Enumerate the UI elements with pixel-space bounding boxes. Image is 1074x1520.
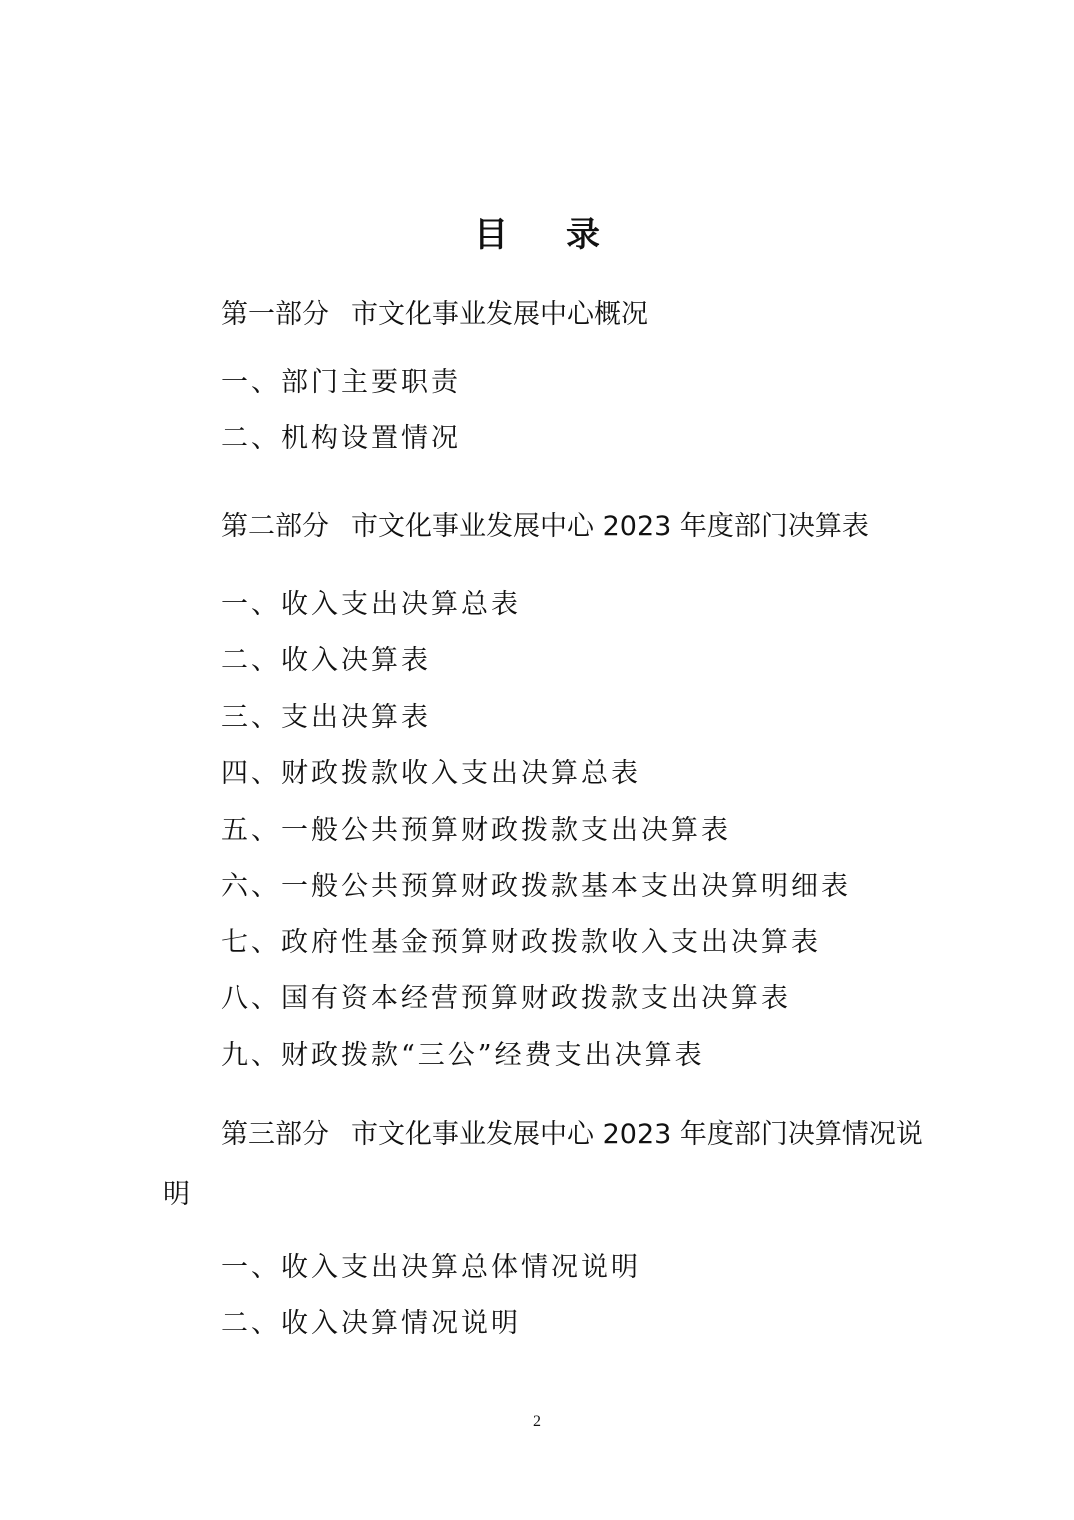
- part2-title: 市文化事业发展中心 2023 年度部门决算表: [351, 511, 869, 542]
- part3-title: 市文化事业发展中心 2023 年度部门决算情况说明: [163, 1119, 923, 1210]
- toc-item: 六、一般公共预算财政拨款基本支出决算明细表: [221, 871, 851, 902]
- part1-label: 第一部分: [221, 299, 329, 330]
- toc-item: 四、财政拨款收入支出决算总表: [221, 758, 641, 789]
- part1-title: 市文化事业发展中心概况: [351, 299, 648, 330]
- part1-heading: [221, 295, 648, 335]
- toc-item: 一、收入支出决算总体情况说明: [221, 1252, 641, 1283]
- toc-item: 二、收入决算情况说明: [221, 1308, 521, 1339]
- part2-label: 第二部分: [221, 511, 329, 542]
- toc-item: 八、国有资本经营预算财政拨款支出决算表: [221, 983, 791, 1014]
- part2-heading: [221, 507, 869, 547]
- page-title: 目录: [474, 215, 658, 255]
- toc-item: 三、支出决算表: [221, 702, 431, 733]
- toc-item: 一、收入支出决算总表: [221, 589, 521, 620]
- toc-item: 一、部门主要职责: [221, 367, 461, 398]
- toc-item: 七、政府性基金预算财政拨款收入支出决算表: [221, 927, 821, 958]
- toc-item: 五、一般公共预算财政拨款支出决算表: [221, 815, 731, 846]
- part3-heading: [163, 1105, 923, 1225]
- part3-label: 第三部分: [221, 1119, 329, 1150]
- toc-item: 九、财政拨款“三公”经费支出决算表: [221, 1040, 705, 1071]
- page-number: 2: [533, 1413, 541, 1430]
- toc-item: 二、收入决算表: [221, 645, 431, 676]
- toc-item: 二、机构设置情况: [221, 423, 461, 454]
